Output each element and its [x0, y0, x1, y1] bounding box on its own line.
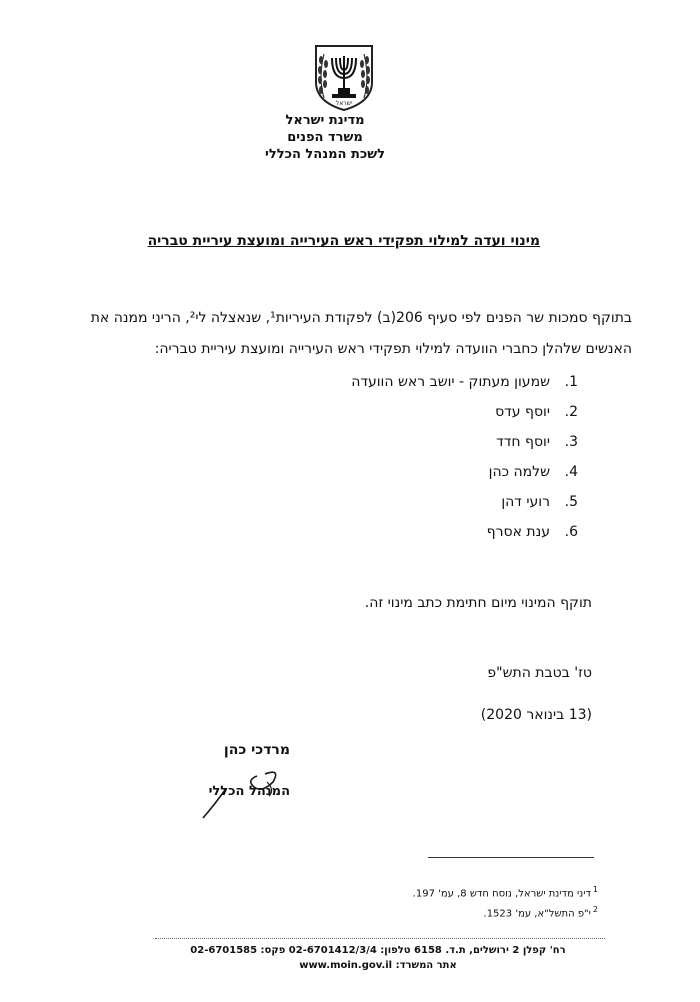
hebrew-date: טז' בטבת התש"פ: [487, 665, 592, 681]
list-item: [300, 491, 578, 521]
footnote-1: [300, 882, 598, 902]
document-title: מינוי ועדה למילוי תפקידי ראש העירייה ומועצת עיריית טבריה: [147, 233, 540, 249]
ministry-header: [250, 112, 400, 163]
paragraph-line: האנשים שלהלן כחברי הוועדה למילוי תפקידי ראש העירייה ומועצת עיריית טבריה:: [154, 341, 632, 357]
header-line-ministry: משרד הפנים: [287, 130, 363, 145]
state-emblem-icon: [310, 42, 378, 112]
signer-name: מרדכי כהן: [223, 742, 290, 758]
member-name: רועי דהן: [501, 494, 550, 510]
list-item: [300, 401, 578, 431]
footnote-mark: 1: [592, 885, 598, 894]
list-number: 6.: [564, 524, 578, 540]
header-line-office: לשכת המנהל הכללי: [265, 147, 385, 162]
footer-divider: [155, 938, 605, 939]
footnote-2: [300, 902, 598, 922]
list-item: [300, 371, 578, 401]
validity-statement: תוקף המינוי מיום חתימת כתב מינוי זה.: [364, 595, 592, 611]
footnote-mark: 2: [592, 905, 598, 915]
member-name: יוסף חדד: [496, 434, 550, 450]
appointment-paragraph: [70, 303, 632, 365]
footnote-text: י"פ התשל"א, עמ' 1523.: [483, 908, 591, 920]
header-line-state: מדינת ישראל: [285, 113, 365, 128]
emblem-caption: ישראל: [335, 100, 353, 107]
list-item: [300, 521, 578, 551]
member-name: שלמה כהן: [488, 464, 550, 480]
footer-address: רח' קפלן 2 ירושלים, ת.ד. 6158 טלפון: 02-6701412/3/4 פקס: 02-6701585: [190, 945, 566, 956]
list-number: 2.: [564, 404, 578, 420]
signer-title: המנהל הכללי: [208, 784, 290, 799]
list-number: 3.: [564, 434, 578, 450]
footer-website: אתר המשרד: www.moin.gov.il: [299, 960, 457, 971]
list-item: [300, 431, 578, 461]
footnotes: [300, 882, 598, 923]
list-number: 5.: [564, 494, 578, 510]
gregorian-date: (13 בינואר 2020): [480, 707, 592, 723]
member-name: ענת אסרף: [486, 524, 550, 540]
page-footer: [150, 943, 606, 973]
list-number: 4.: [564, 464, 578, 480]
member-name: שמעון מעתוק - יושב ראש הוועדה: [351, 374, 550, 390]
members-list: [300, 371, 578, 551]
footnote-divider: [428, 857, 594, 858]
footnote-text: דיני מדינת ישראל, נוסח חדש 8, עמ' 197.: [412, 888, 591, 900]
list-item: [300, 461, 578, 491]
list-number: 1.: [564, 374, 578, 390]
member-name: יוסף עדס: [495, 404, 550, 420]
paragraph-line: בתוקף סמכות שר הפנים לפי סעיף 206(ב) לפקודת העיריות¹, שנאצלה לי², הריני ממנה את: [90, 310, 632, 326]
